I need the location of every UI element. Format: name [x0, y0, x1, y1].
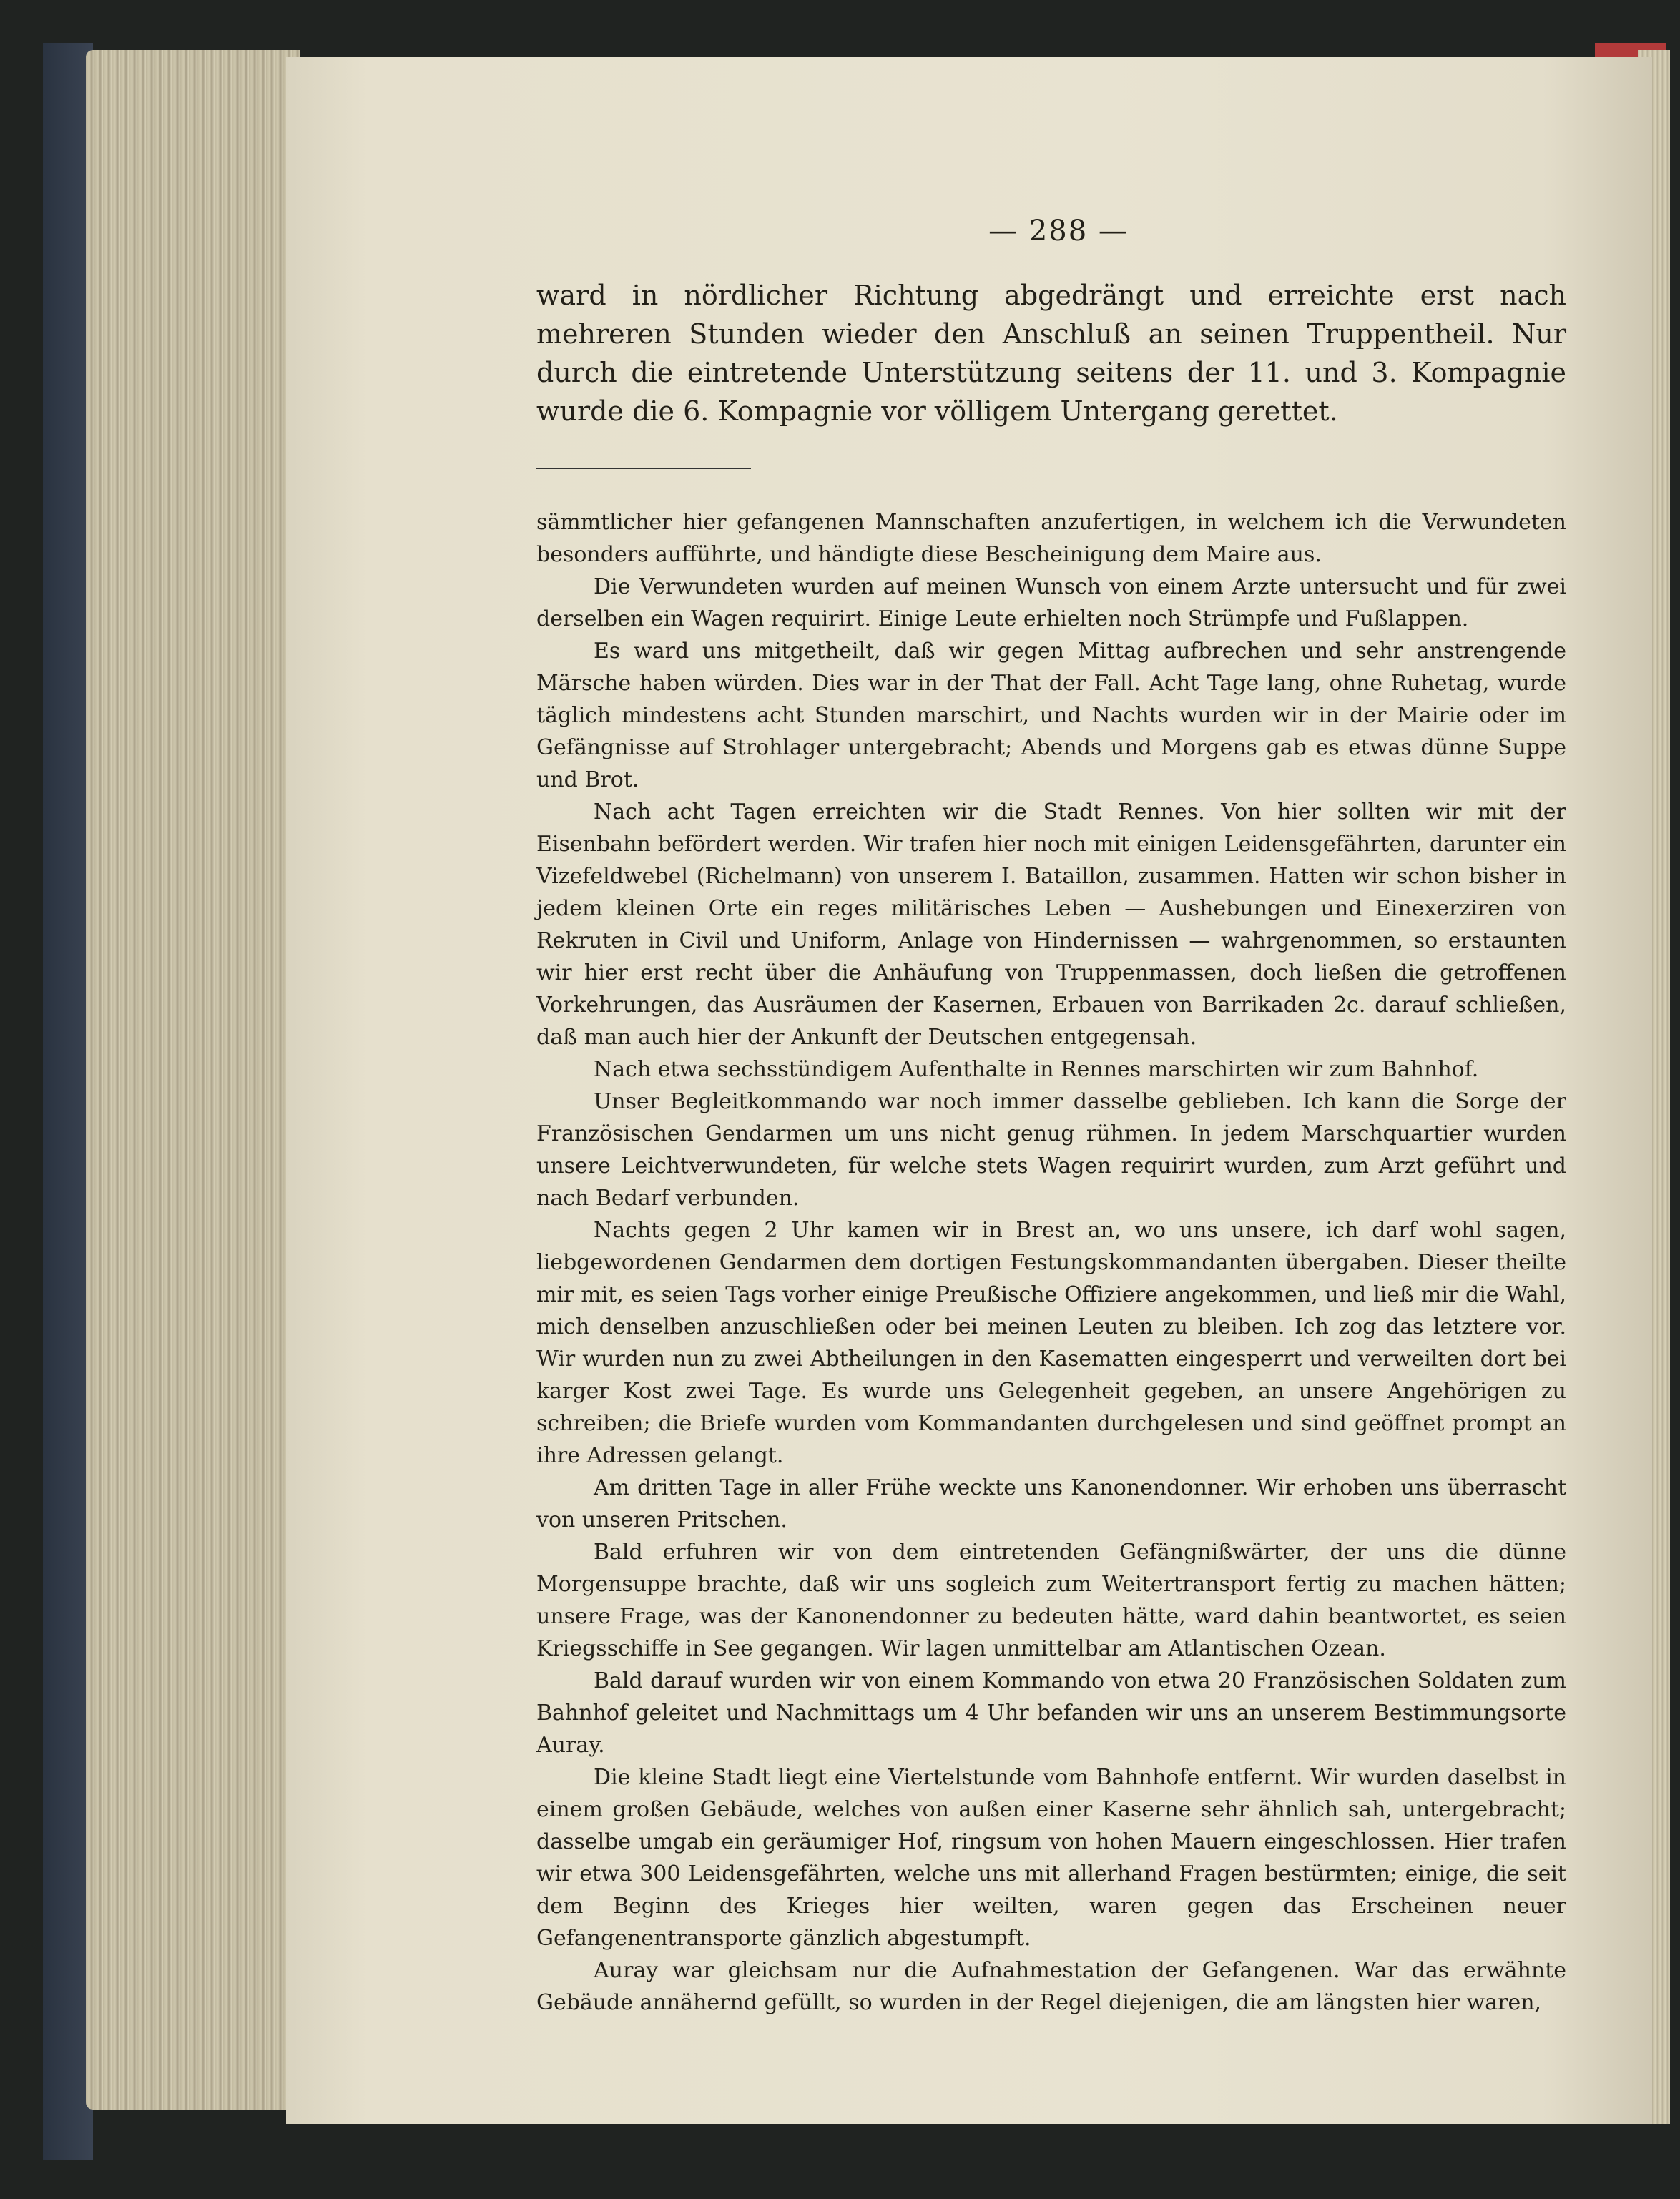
paragraph: Nachts gegen 2 Uhr kamen wir in Brest an, wo uns unsere, ich darf wohl sagen, liebgewordenen Gendarmen dem dortigen Festungskommandanten übergaben. Dieser theilte mir mit, es seien Tags vorher einige Preußische Offiziere angekommen, und ließ mir die Wahl, mich denselben anzuschließen oder bei meinen Leuten zu bleiben. Ich zog das letztere vor. Wir wurden nun zu zwei Abtheilungen in den Kasematten eingesperrt und verweilten dort bei karger Kost zwei Tage. Es wurde uns Gelegenheit gegeben, an unsere Angehörigen zu schreiben; die Briefe wurden vom Kommandanten durchgelesen und sind geöffnet prompt an ihre Adressen gelangt. — [536, 1218, 1566, 1468]
paragraph: Es ward uns mitgetheilt, daß wir gegen Mittag aufbrechen und sehr anstrengende Märsche haben würden. Dies war in der That der Fall. Acht Tage lang, ohne Ruhetag, wurde täglich mindestens acht Stunden marschirt, und Nachts wurden wir in der Mairie oder im Gefängnisse auf Strohlager untergebracht; Abends und Morgens gab es etwas dünne Suppe und Brot. — [536, 639, 1566, 792]
page-text-block — [536, 207, 1566, 2019]
paragraph: Bald darauf wurden wir von einem Kommando von etwa 20 Französischen Soldaten zum Bahnhof geleitet und Nachmittags um 4 Uhr befanden wir uns an unserem Bestimmungsorte Auray. — [536, 1668, 1566, 1758]
page-block-edges — [86, 50, 300, 2110]
paragraph: Am dritten Tage in aller Frühe weckte uns Kanonendonner. Wir erhoben uns überrascht von unseren Pritschen. — [536, 1475, 1566, 1533]
paragraph: Nach acht Tagen erreichten wir die Stadt Rennes. Von hier sollten wir mit der Eisenbahn befördert werden. Wir trafen hier noch mit einigen Leidensgefährten, darunter ein Vizefeldwebel (Richelmann) von unserem I. Bataillon, zusammen. Hatten wir schon bisher in jedem kleinen Orte ein reges militärisches Leben — Aushebungen und Einexerziren von Rekruten in Civil und Uniform, Anlage von Hindernissen — wahrgenommen, so erstaunten wir hier erst recht über die Anhäufung von Truppenmassen, doch ließen die getroffenen Vorkehrungen, das Ausräumen der Kasernen, Erbauen von Barrikaden 2c. darauf schließen, daß man auch hier der Ankunft der Deutschen entgegensah. — [536, 800, 1566, 1050]
footnote-separator-rule — [536, 468, 751, 469]
paragraph: sämmtlicher hier gefangenen Mannschaften anzufertigen, in welchem ich die Verwundeten besonders aufführte, und händigte diese Bescheinigung dem Maire aus. — [536, 510, 1566, 567]
paragraph: Bald erfuhren wir von dem eintretenden Gefängnißwärter, der uns die dünne Morgensuppe brachte, daß wir uns sogleich zum Weitertransport fertig zu machen hätten; unsere Frage, was der Kanonendonner zu bedeuten hätte, ward dahin beantwortet, es seien Kriegsschiffe in See gegangen. Wir lagen unmittelbar am Atlantischen Ozean. — [536, 1540, 1566, 1661]
continuation-paragraph: ward in nördlicher Richtung abgedrängt und erreichte erst nach mehreren Stunden wieder den Anschluß an seinen Truppentheil. Nur durch die eintretende Unterstützung seitens der 11. und 3. Kompagnie wurde die 6. Kompagnie vor völligem Untergang gerettet. — [536, 280, 1566, 427]
page-number: — 288 — — [988, 215, 1129, 247]
paragraph: Nach etwa sechsstündigem Aufenthalte in Rennes marschirten wir zum Bahnhof. — [594, 1057, 1479, 1082]
paragraph: Auray war gleichsam nur die Aufnahmestation der Gefangenen. War das erwähnte Gebäude annähernd gefüllt, so wurden in der Regel diejenigen, die am längsten hier waren, — [536, 1958, 1566, 2015]
paragraph: Die kleine Stadt liegt eine Viertelstunde vom Bahnhofe entfernt. Wir wurden daselbst in einem großen Gebäude, welches von außen einer Kaserne sehr ähnlich sah, untergebracht; dasselbe umgab ein geräumiger Hof, ringsum von hohen Mauern eingeschlossen. Hier trafen wir etwa 300 Leidensgefährten, welche uns mit allerhand Fragen bestürmten; einige, die seit dem Beginn des Krieges hier weilten, waren gegen das Erscheinen neuer Gefangenentransporte gänzlich abgestumpft. — [536, 1765, 1566, 1951]
paragraph: Die Verwundeten wurden auf meinen Wunsch von einem Arzte untersucht und für zwei derselben ein Wagen requirirt. Einige Leute erhielten noch Strümpfe und Fußlappen. — [536, 574, 1566, 631]
paragraph: Unser Begleitkommando war noch immer dasselbe geblieben. Ich kann die Sorge der Französischen Gendarmen um uns nicht genug rühmen. In jedem Marschquartier wurden unsere Leichtverwundeten, für welche stets Wagen requirirt wurden, zum Arzt geführt und nach Bedarf verbunden. — [536, 1089, 1566, 1211]
